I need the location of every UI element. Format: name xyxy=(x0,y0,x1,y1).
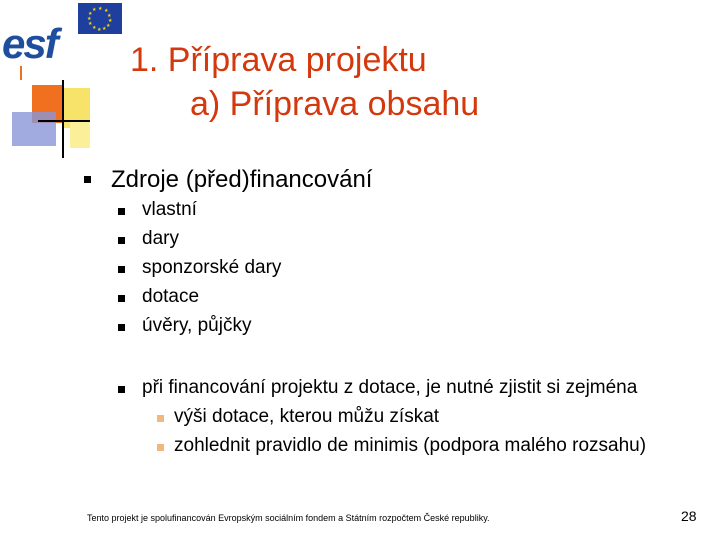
title-line-1: 1. Příprava projektu xyxy=(130,41,427,79)
page-number: 28 xyxy=(681,508,697,524)
footer-text: Tento projekt je spolufinancován Evropským sociálním fondem a Státním rozpočtem České republiky. xyxy=(87,513,490,523)
deco-horizontal-line xyxy=(38,120,90,122)
sub-bullet-text: dary xyxy=(142,228,179,249)
eu-flag-icon: ★ ★ ★ ★ ★ ★ ★ ★ ★ ★ ★ ★ xyxy=(78,3,122,34)
note-bullet-text: při financování projektu z dotace, je nutné zjistit si zejména xyxy=(142,377,638,398)
bullet-square-icon xyxy=(118,266,125,273)
sub-bullet-text: úvěry, půjčky xyxy=(142,315,252,336)
note-sub-bullet-text: výši dotace, kterou můžu získat xyxy=(174,406,440,427)
bullet-square-icon xyxy=(118,295,125,302)
header-logo-area xyxy=(0,0,125,165)
bullet-square-icon xyxy=(84,176,91,183)
bullet-square-icon xyxy=(118,386,125,393)
sub-bullet-text: dotace xyxy=(142,286,200,307)
bullet-square-icon xyxy=(118,237,125,244)
deco-vertical-line xyxy=(62,80,64,158)
note-sub-bullet-text: zohlednit pravidlo de minimis (podpora malého rozsahu) xyxy=(174,435,647,456)
bullet-square-orange-icon xyxy=(157,415,164,422)
title-line-2: a) Příprava obsahu xyxy=(190,85,480,123)
bullet-square-icon xyxy=(118,324,125,331)
deco-orange-line xyxy=(20,66,22,80)
bullet-square-orange-icon xyxy=(157,444,164,451)
deco-yellow-strip xyxy=(70,122,90,148)
bullet-square-icon xyxy=(118,208,125,215)
esf-logo: esf xyxy=(2,20,57,67)
sub-bullet-text: sponzorské dary xyxy=(142,257,282,278)
main-bullet-text: Zdroje (před)financování xyxy=(111,166,373,193)
slide-title xyxy=(130,38,479,126)
sub-bullet-text: vlastní xyxy=(142,199,197,220)
deco-blue-square xyxy=(12,112,56,146)
